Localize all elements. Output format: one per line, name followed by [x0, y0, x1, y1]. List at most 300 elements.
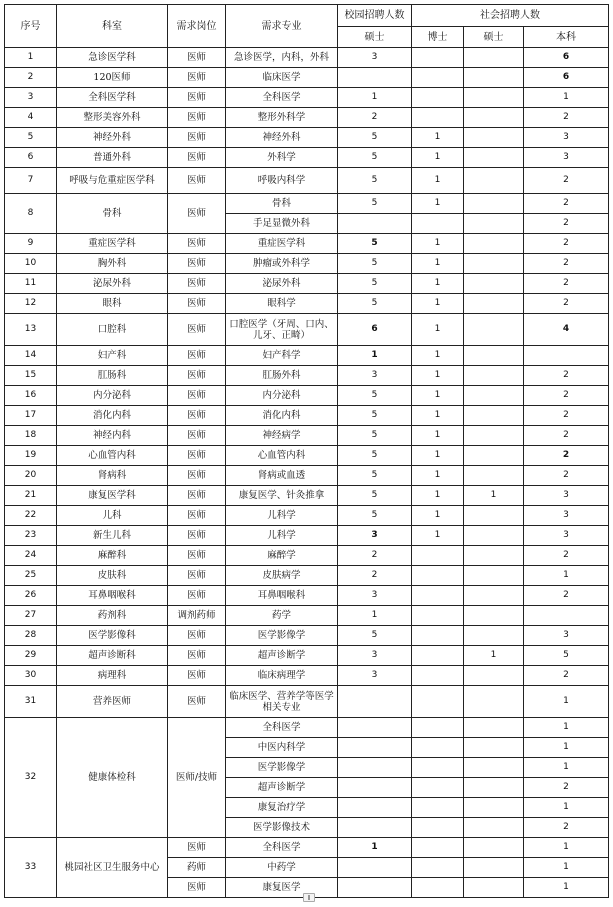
cell-social-phd — [412, 738, 464, 758]
table-row — [5, 314, 609, 346]
cell-social-bachelor: 5 — [524, 646, 609, 666]
cell-major: 外科学 — [226, 148, 338, 168]
cell-position: 医师 — [168, 586, 226, 606]
cell-major: 医学影像技术 — [226, 818, 338, 838]
cell-dept: 新生儿科 — [57, 526, 168, 546]
cell-social-bachelor: 1 — [524, 838, 609, 858]
cell-social-bachelor: 1 — [524, 858, 609, 878]
cell-social-master — [464, 738, 524, 758]
table-row — [5, 254, 609, 274]
cell-position: 医师 — [168, 128, 226, 148]
cell-major: 肾病或血透 — [226, 466, 338, 486]
table-row — [5, 346, 609, 366]
cell-dept: 普通外科 — [57, 148, 168, 168]
cell-social-master — [464, 274, 524, 294]
cell-campus-master — [338, 798, 412, 818]
cell-social-bachelor: 2 — [524, 546, 609, 566]
cell-seq: 4 — [5, 108, 57, 128]
cell-social-master — [464, 758, 524, 778]
cell-social-phd: 1 — [412, 294, 464, 314]
cell-dept: 呼吸与危重症医学科 — [57, 168, 168, 194]
table-row — [5, 426, 609, 446]
cell-position: 医师 — [168, 386, 226, 406]
cell-social-master — [464, 718, 524, 738]
cell-social-bachelor: 2 — [524, 294, 609, 314]
cell-social-master — [464, 254, 524, 274]
cell-campus-master: 5 — [338, 386, 412, 406]
cell-major: 肿瘤或外科学 — [226, 254, 338, 274]
cell-social-bachelor: 2 — [524, 274, 609, 294]
cell-campus-master — [338, 738, 412, 758]
cell-position: 调剂药师 — [168, 606, 226, 626]
cell-major: 医学影像学 — [226, 626, 338, 646]
cell-social-bachelor: 1 — [524, 798, 609, 818]
cell-dept: 桃园社区卫生服务中心 — [57, 838, 168, 898]
cell-position: 医师 — [168, 254, 226, 274]
cell-social-bachelor: 2 — [524, 406, 609, 426]
cell-major: 急诊医学，内科，外科 — [226, 48, 338, 68]
cell-seq: 6 — [5, 148, 57, 168]
cell-position: 医师 — [168, 366, 226, 386]
cell-social-phd — [412, 48, 464, 68]
cell-major: 药学 — [226, 606, 338, 626]
cell-campus-master — [338, 686, 412, 718]
cell-major: 康复治疗学 — [226, 798, 338, 818]
table-row — [5, 666, 609, 686]
cell-position: 医师 — [168, 546, 226, 566]
cell-social-phd — [412, 626, 464, 646]
header-major: 需求专业 — [226, 5, 338, 48]
cell-social-master: 1 — [464, 486, 524, 506]
cell-position: 医师 — [168, 68, 226, 88]
cell-social-bachelor — [524, 346, 609, 366]
cell-seq: 25 — [5, 566, 57, 586]
cell-dept: 儿科 — [57, 506, 168, 526]
cell-social-master — [464, 626, 524, 646]
cell-dept: 神经外科 — [57, 128, 168, 148]
cell-major: 呼吸内科学 — [226, 168, 338, 194]
cell-campus-master: 1 — [338, 838, 412, 858]
cell-position: 医师 — [168, 426, 226, 446]
cell-major: 康复医学 — [226, 878, 338, 898]
cell-major: 内分泌科 — [226, 386, 338, 406]
table-row — [5, 108, 609, 128]
cell-seq: 21 — [5, 486, 57, 506]
cell-social-master — [464, 294, 524, 314]
cell-social-master — [464, 606, 524, 626]
header-seq: 序号 — [5, 5, 57, 48]
cell-social-master — [464, 466, 524, 486]
cell-major: 骨科 — [226, 194, 338, 214]
cell-seq: 5 — [5, 128, 57, 148]
cell-seq: 14 — [5, 346, 57, 366]
cell-position: 医师 — [168, 108, 226, 128]
cell-social-master — [464, 798, 524, 818]
cell-campus-master: 5 — [338, 168, 412, 194]
cell-major: 皮肤病学 — [226, 566, 338, 586]
cell-social-phd — [412, 758, 464, 778]
cell-dept: 全科医学科 — [57, 88, 168, 108]
cell-campus-master — [338, 818, 412, 838]
cell-social-master — [464, 68, 524, 88]
cell-campus-master: 3 — [338, 646, 412, 666]
table-row — [5, 88, 609, 108]
cell-seq: 18 — [5, 426, 57, 446]
cell-campus-master: 5 — [338, 406, 412, 426]
cell-dept: 消化内科 — [57, 406, 168, 426]
cell-social-phd: 1 — [412, 254, 464, 274]
cell-major: 全科医学 — [226, 718, 338, 738]
cell-position: 医师 — [168, 486, 226, 506]
cell-dept: 病理科 — [57, 666, 168, 686]
cell-campus-master: 3 — [338, 666, 412, 686]
cell-campus-master: 1 — [338, 606, 412, 626]
cell-social-phd — [412, 666, 464, 686]
cell-seq: 33 — [5, 838, 57, 898]
cell-seq: 15 — [5, 366, 57, 386]
cell-major: 手足显微外科 — [226, 214, 338, 234]
header-position: 需求岗位 — [168, 5, 226, 48]
cell-position: 医师 — [168, 466, 226, 486]
cell-social-phd: 1 — [412, 314, 464, 346]
cell-position: 医师 — [168, 506, 226, 526]
cell-dept: 心血管内科 — [57, 446, 168, 466]
cell-campus-master: 5 — [338, 274, 412, 294]
cell-social-master — [464, 314, 524, 346]
cell-social-bachelor: 3 — [524, 128, 609, 148]
cell-position: 医师 — [168, 566, 226, 586]
cell-dept: 超声诊断科 — [57, 646, 168, 666]
cell-social-phd — [412, 214, 464, 234]
cell-campus-master: 5 — [338, 194, 412, 214]
cell-social-bachelor: 2 — [524, 366, 609, 386]
cell-social-master — [464, 526, 524, 546]
cell-position: 药师 — [168, 858, 226, 878]
cell-social-phd: 1 — [412, 446, 464, 466]
cell-major: 临床病理学 — [226, 666, 338, 686]
recruitment-table — [4, 4, 609, 898]
cell-social-phd — [412, 818, 464, 838]
cell-seq: 29 — [5, 646, 57, 666]
cell-social-bachelor: 2 — [524, 108, 609, 128]
cell-social-master — [464, 406, 524, 426]
cell-campus-master — [338, 878, 412, 898]
table-row — [5, 546, 609, 566]
header-campus: 校园招聘人数 — [338, 5, 412, 27]
cell-position: 医师 — [168, 626, 226, 646]
cell-social-bachelor: 3 — [524, 148, 609, 168]
cell-social-master — [464, 566, 524, 586]
cell-position: 医师 — [168, 88, 226, 108]
table-row — [5, 566, 609, 586]
cell-position: 医师 — [168, 878, 226, 898]
cell-campus-master: 5 — [338, 466, 412, 486]
cell-social-master — [464, 234, 524, 254]
cell-social-bachelor: 2 — [524, 446, 609, 466]
cell-position: 医师 — [168, 666, 226, 686]
cell-campus-master: 5 — [338, 426, 412, 446]
cell-campus-master: 2 — [338, 108, 412, 128]
cell-seq: 17 — [5, 406, 57, 426]
cell-dept: 麻醉科 — [57, 546, 168, 566]
cell-campus-master: 5 — [338, 626, 412, 646]
table-row — [5, 506, 609, 526]
cell-campus-master — [338, 68, 412, 88]
cell-seq: 31 — [5, 686, 57, 718]
cell-position: 医师 — [168, 446, 226, 466]
header-row-1 — [5, 5, 609, 27]
cell-social-bachelor: 2 — [524, 386, 609, 406]
cell-social-master — [464, 214, 524, 234]
cell-social-phd: 1 — [412, 128, 464, 148]
cell-dept: 内分泌科 — [57, 386, 168, 406]
header-dept: 科室 — [57, 5, 168, 48]
cell-major: 麻醉学 — [226, 546, 338, 566]
table-row — [5, 48, 609, 68]
cell-major: 重症医学科 — [226, 234, 338, 254]
cell-seq: 30 — [5, 666, 57, 686]
cell-social-master: 1 — [464, 646, 524, 666]
cell-campus-master: 5 — [338, 506, 412, 526]
cell-social-master — [464, 194, 524, 214]
cell-social-bachelor: 2 — [524, 818, 609, 838]
cell-social-master — [464, 168, 524, 194]
cell-major: 妇产科学 — [226, 346, 338, 366]
cell-seq: 26 — [5, 586, 57, 606]
cell-social-phd — [412, 858, 464, 878]
cell-social-bachelor: 6 — [524, 48, 609, 68]
cell-campus-master: 6 — [338, 314, 412, 346]
cell-position: 医师 — [168, 274, 226, 294]
cell-social-phd — [412, 546, 464, 566]
cell-major: 泌尿外科 — [226, 274, 338, 294]
cell-campus-master: 3 — [338, 586, 412, 606]
cell-social-phd — [412, 798, 464, 818]
cell-social-bachelor: 2 — [524, 778, 609, 798]
cell-social-phd: 1 — [412, 406, 464, 426]
cell-position: 医师 — [168, 148, 226, 168]
cell-major: 儿科学 — [226, 526, 338, 546]
cell-seq: 10 — [5, 254, 57, 274]
cell-campus-master: 3 — [338, 48, 412, 68]
cell-position: 医师 — [168, 48, 226, 68]
table-row — [5, 386, 609, 406]
cell-social-phd — [412, 88, 464, 108]
cell-social-phd: 1 — [412, 366, 464, 386]
table-row — [5, 718, 609, 738]
cell-campus-master: 1 — [338, 88, 412, 108]
cell-social-master — [464, 506, 524, 526]
cell-major: 耳鼻咽喉科 — [226, 586, 338, 606]
cell-social-bachelor: 2 — [524, 666, 609, 686]
cell-social-master — [464, 446, 524, 466]
cell-social-bachelor: 1 — [524, 88, 609, 108]
cell-major: 消化内科 — [226, 406, 338, 426]
cell-position: 医师 — [168, 526, 226, 546]
cell-social-master — [464, 108, 524, 128]
cell-social-phd: 1 — [412, 526, 464, 546]
cell-social-bachelor: 2 — [524, 168, 609, 194]
cell-social-phd: 1 — [412, 274, 464, 294]
table-row — [5, 626, 609, 646]
cell-campus-master: 5 — [338, 234, 412, 254]
table-row — [5, 274, 609, 294]
cell-dept: 肾病科 — [57, 466, 168, 486]
cell-seq: 13 — [5, 314, 57, 346]
cell-social-bachelor: 1 — [524, 738, 609, 758]
cell-major: 超声诊断学 — [226, 646, 338, 666]
cell-major: 康复医学、针灸推拿 — [226, 486, 338, 506]
table-row — [5, 366, 609, 386]
table-row — [5, 234, 609, 254]
table-row — [5, 446, 609, 466]
cell-dept: 康复医学科 — [57, 486, 168, 506]
cell-social-master — [464, 666, 524, 686]
cell-social-bachelor: 3 — [524, 526, 609, 546]
cell-social-bachelor: 2 — [524, 234, 609, 254]
cell-position: 医师 — [168, 314, 226, 346]
cell-social-bachelor: 1 — [524, 566, 609, 586]
cell-dept: 妇产科 — [57, 346, 168, 366]
cell-social-bachelor: 1 — [524, 758, 609, 778]
cell-dept: 健康体检科 — [57, 718, 168, 838]
cell-social-master — [464, 586, 524, 606]
cell-position: 医师 — [168, 406, 226, 426]
cell-social-bachelor: 2 — [524, 466, 609, 486]
cell-seq: 32 — [5, 718, 57, 838]
cell-social-master — [464, 778, 524, 798]
cell-social-bachelor: 3 — [524, 626, 609, 646]
table-row — [5, 194, 609, 214]
cell-social-phd — [412, 878, 464, 898]
table-row — [5, 686, 609, 718]
cell-dept: 眼科 — [57, 294, 168, 314]
cell-campus-master: 5 — [338, 486, 412, 506]
cell-seq: 12 — [5, 294, 57, 314]
cell-social-bachelor — [524, 606, 609, 626]
cell-social-master — [464, 686, 524, 718]
cell-dept: 重症医学科 — [57, 234, 168, 254]
cell-social-phd: 1 — [412, 386, 464, 406]
cell-social-phd — [412, 606, 464, 626]
table-row — [5, 486, 609, 506]
header-social-bachelor: 本科 — [524, 27, 609, 48]
cell-major: 中医内科学 — [226, 738, 338, 758]
cell-seq: 28 — [5, 626, 57, 646]
cell-seq: 9 — [5, 234, 57, 254]
cell-social-bachelor: 1 — [524, 686, 609, 718]
table-row — [5, 526, 609, 546]
cell-dept: 口腔科 — [57, 314, 168, 346]
cell-position: 医师 — [168, 168, 226, 194]
table-row — [5, 68, 609, 88]
cell-social-phd — [412, 838, 464, 858]
cell-social-bachelor: 1 — [524, 878, 609, 898]
cell-major: 医学影像学 — [226, 758, 338, 778]
table-body — [5, 48, 609, 898]
cell-dept: 胸外科 — [57, 254, 168, 274]
table-row — [5, 406, 609, 426]
cell-seq: 11 — [5, 274, 57, 294]
cell-major: 眼科学 — [226, 294, 338, 314]
cell-social-master — [464, 818, 524, 838]
cell-dept: 医学影像科 — [57, 626, 168, 646]
cell-major: 神经外科 — [226, 128, 338, 148]
cell-social-phd: 1 — [412, 168, 464, 194]
cell-social-bachelor: 2 — [524, 194, 609, 214]
recruitment-table-container — [4, 4, 608, 898]
cell-social-phd: 1 — [412, 346, 464, 366]
header-social-master: 硕士 — [464, 27, 524, 48]
cell-social-phd: 1 — [412, 194, 464, 214]
cell-social-master — [464, 838, 524, 858]
cell-position: 医师 — [168, 194, 226, 234]
cell-major: 口腔医学（牙周、口内、儿牙、正畸） — [226, 314, 338, 346]
cell-major: 整形外科学 — [226, 108, 338, 128]
cell-social-phd — [412, 108, 464, 128]
cell-social-phd — [412, 566, 464, 586]
cell-social-phd — [412, 646, 464, 666]
cell-social-master — [464, 878, 524, 898]
cell-social-phd: 1 — [412, 148, 464, 168]
cell-major: 神经病学 — [226, 426, 338, 446]
page-scroll-marker[interactable] — [303, 893, 315, 902]
cell-dept: 营养医师 — [57, 686, 168, 718]
cell-social-phd: 1 — [412, 234, 464, 254]
cell-position: 医师/技师 — [168, 718, 226, 838]
cell-campus-master: 2 — [338, 566, 412, 586]
cell-campus-master — [338, 718, 412, 738]
cell-major: 全科医学 — [226, 88, 338, 108]
table-row — [5, 466, 609, 486]
cell-campus-master: 5 — [338, 148, 412, 168]
cell-campus-master: 5 — [338, 446, 412, 466]
cell-social-master — [464, 346, 524, 366]
cell-seq: 19 — [5, 446, 57, 466]
cell-dept: 神经内科 — [57, 426, 168, 446]
cell-major: 肛肠外科 — [226, 366, 338, 386]
cell-seq: 2 — [5, 68, 57, 88]
cell-social-master — [464, 386, 524, 406]
cell-position: 医师 — [168, 686, 226, 718]
cell-position: 医师 — [168, 294, 226, 314]
cell-major: 全科医学 — [226, 838, 338, 858]
table-row — [5, 148, 609, 168]
cell-position: 医师 — [168, 346, 226, 366]
cell-social-phd: 1 — [412, 426, 464, 446]
cell-social-bachelor: 1 — [524, 718, 609, 738]
table-row — [5, 128, 609, 148]
cell-seq: 23 — [5, 526, 57, 546]
cell-social-master — [464, 366, 524, 386]
cell-social-phd — [412, 68, 464, 88]
cell-campus-master: 2 — [338, 546, 412, 566]
cell-social-bachelor: 2 — [524, 426, 609, 446]
cell-dept: 120医师 — [57, 68, 168, 88]
cell-dept: 肛肠科 — [57, 366, 168, 386]
cell-social-bachelor: 2 — [524, 214, 609, 234]
cell-social-master — [464, 128, 524, 148]
cell-seq: 20 — [5, 466, 57, 486]
table-row — [5, 168, 609, 194]
cell-social-bachelor: 6 — [524, 68, 609, 88]
cell-social-master — [464, 48, 524, 68]
cell-seq: 7 — [5, 168, 57, 194]
cell-major: 临床医学 — [226, 68, 338, 88]
cell-social-phd: 1 — [412, 486, 464, 506]
table-row — [5, 586, 609, 606]
cell-social-master — [464, 858, 524, 878]
